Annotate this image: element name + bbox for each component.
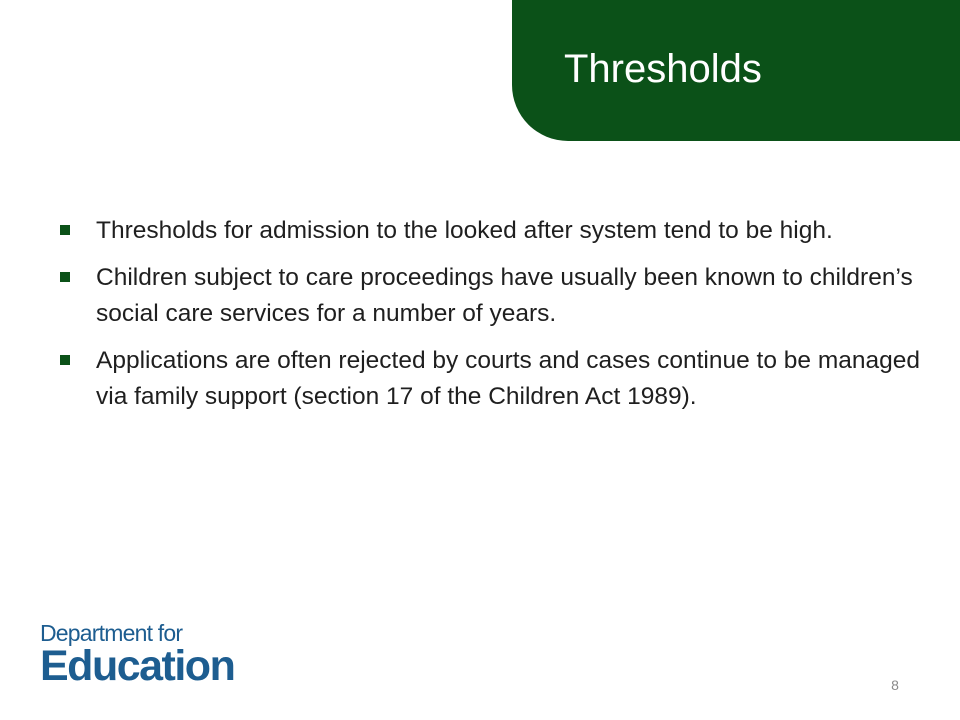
department-for-education-logo	[40, 620, 270, 690]
bullet-text: Children subject to care proceedings have usually been known to children’s social care services for a number of years.	[96, 264, 913, 327]
square-bullet-icon	[60, 355, 70, 365]
logo-line-2: Education	[40, 642, 235, 690]
bullet-text: Thresholds for admission to the looked after system tend to be high.	[96, 217, 833, 244]
title-banner	[512, 0, 960, 141]
square-bullet-icon	[60, 225, 70, 235]
bullet-item	[60, 213, 920, 249]
page-number: 8	[891, 677, 899, 693]
bullet-text: Applications are often rejected by courts and cases continue to be managed via family support (section 17 of the Children Act 1989).	[96, 347, 920, 410]
bullet-item	[60, 260, 920, 332]
bullet-list	[60, 213, 920, 426]
square-bullet-icon	[60, 272, 70, 282]
logo-line-1: Department for	[40, 620, 183, 646]
slide-title: Thresholds	[564, 47, 762, 91]
bullet-item	[60, 343, 920, 415]
